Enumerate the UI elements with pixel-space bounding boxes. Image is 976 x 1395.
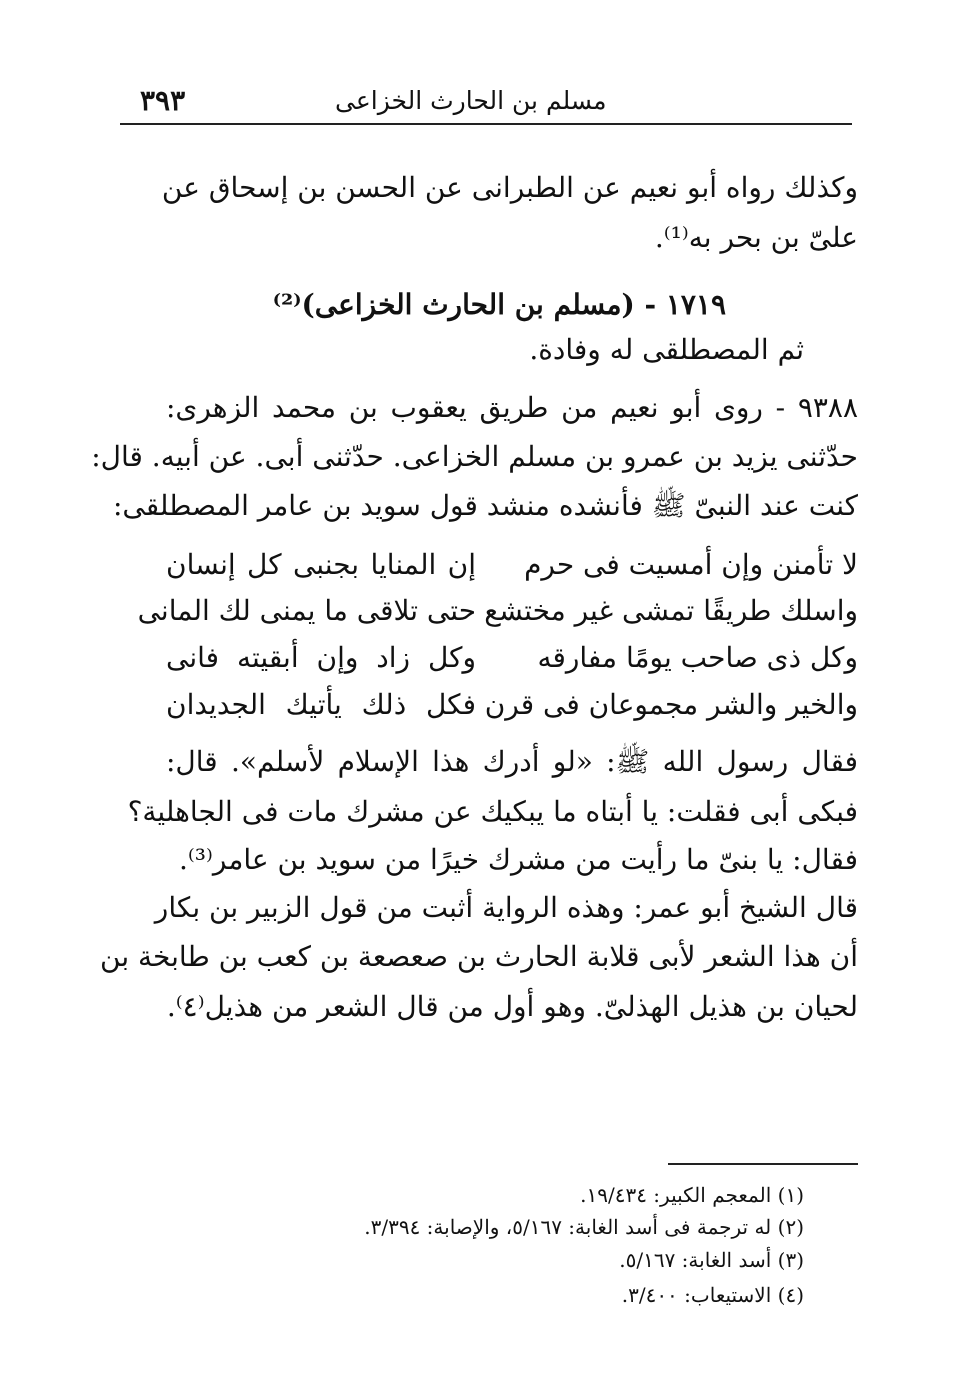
footnote-3: (٣) أسد الغابة: ٥/١٦٧. [619,1248,804,1272]
footnote-1: (١) المعجم الكبير: ١٩/٤٣٤. [580,1183,804,1207]
page-number: ٣٩٣ [140,84,186,117]
sheikh-line-1: قال الشيخ أبو عمر: وهذه الرواية أثبت من قول الزبير بن بكار [154,891,858,924]
intro-line-1: وكذلك رواه أبو نعيم عن الطبرانى عن الحسن بن إسحاق عن [161,171,858,204]
header-divider [120,123,852,125]
footnote-4: (٤) الاستيعاب: ٣/٤٠٠. [621,1283,804,1307]
verse-1-second: إن المنايا بجنبى كل إنسان [166,548,476,581]
verse-3-first: وكل ذى صاحب يومًا مفارقه [537,641,858,674]
footnote-divider [668,1163,858,1165]
hadith-line-1: ٩٣٨٨ - روى أبو نعيم من طريق يعقوب بن محمد الزهرى: [166,391,858,424]
entry-subtitle: ثم المصطلقى له وفادة. [529,333,804,366]
intro-line-2: علىّ بن بحر به⁽¹⁾. [654,221,858,254]
verse-4-first: والخير والشر مجموعان فى قرن [484,688,858,721]
hadith-line-3: كنت عند النبىّ ﷺ فأنشده منشد قول سويد بن عامر المصطلقى: [112,489,858,522]
after-line-3: فقال: يا بنىّ ما رأيت من مشرك خيرًا من سويد بن عامر⁽³⁾. [179,843,858,876]
verse-1-first: لا تأمنن وإن أمسيت فى حرم [524,548,858,581]
footnote-2: (٢) له ترجمة فى أسد الغابة: ٥/١٦٧، والإصابة: ٣/٣٩٤. [364,1215,804,1239]
entry-heading: ١٧١٩ - (مسلم بن الحارث الخزاعى)⁽²⁾ [272,288,726,321]
running-title: مسلم بن الحارث الخزاعى [335,86,607,115]
after-line-2: فبكى أبى فقلت: يا أبتاه ما يبكيك عن مشرك مات فى الجاهلية؟ [127,795,858,828]
verse-2-first: واسلك طريقًا تمشى غير مختشع [484,594,858,627]
hadith-line-2: حدّثنى يزيد بن عمرو بن مسلم الخزاعى. حدّثنى أبى. عن أبيه. قال: [91,440,858,473]
running-header [120,78,852,118]
after-line-1: فقال رسول الله ﷺ: «لو أدرك هذا الإسلام لأسلم». قال: [166,745,858,778]
verse-3-second: وكل زاد وإن أبقيته فانى [166,641,476,674]
sheikh-line-3: لحيان بن هذيل الهذلىّ. وهو أول من قال الشعر من هذيل⁽٤⁾. [166,990,858,1023]
verse-4-second: فكل ذلك يأتيك الجديدان [166,688,476,721]
verse-2-second: حتى تلاقى ما يمنى لك المانى [137,594,476,627]
sheikh-line-2: أن هذا الشعر لأبى قلابة الحارث بن صعصعة بن كعب بن طابخة بن [100,940,858,973]
